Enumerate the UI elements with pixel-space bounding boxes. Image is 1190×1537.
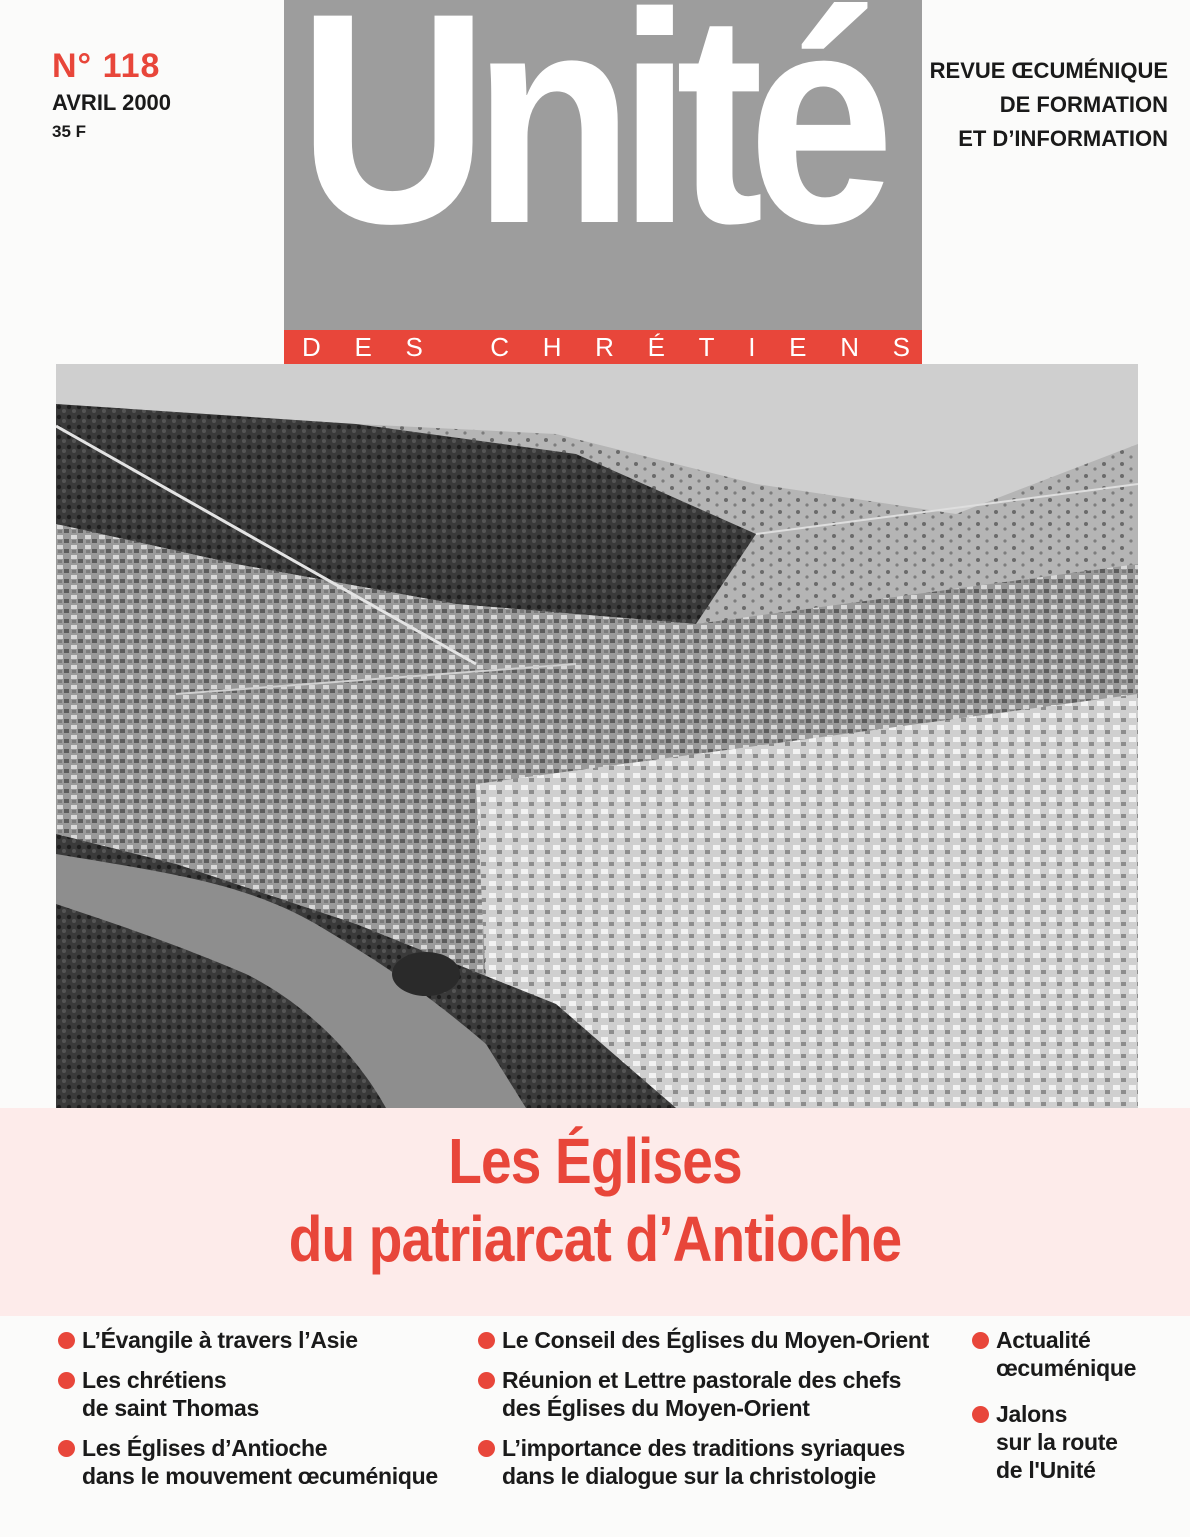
cover-headline (0, 1122, 1190, 1278)
contents-item: Les Églises d’Antioche dans le mouvement œcuménique (56, 1434, 476, 1490)
subtitle-letter: S (405, 332, 423, 362)
subtitle-letter: S (892, 332, 910, 362)
contents-column-3 (970, 1326, 1170, 1502)
bullet-icon (478, 1332, 495, 1349)
bullet-icon (972, 1406, 989, 1423)
tagline-line: DE FORMATION (999, 92, 1168, 117)
subtitle-letter: E (789, 332, 807, 362)
contents-column-2 (476, 1326, 956, 1502)
headline-line-1: Les Églises (448, 1125, 742, 1197)
aerial-city-photo-icon (56, 364, 1138, 1108)
contents-item: L’Évangile à travers l’Asie (56, 1326, 476, 1354)
subtitle-letter: E (354, 332, 372, 362)
contents-column-1 (56, 1326, 476, 1502)
issue-info (52, 46, 171, 144)
bullet-icon (58, 1372, 75, 1389)
issue-price: 35 F (52, 122, 87, 141)
bullet-icon (58, 1332, 75, 1349)
subtitle-letter: N (840, 332, 859, 362)
cover-photo (56, 364, 1138, 1108)
masthead-title: Unité (298, 0, 879, 286)
issue-date: AVRIL 2000 (52, 90, 172, 115)
subtitle-letter: I (748, 332, 756, 362)
issue-number: N° 118 (52, 47, 161, 85)
contents-item: Jalons sur la route de l'Unité (970, 1400, 1170, 1484)
contents-item: Les chrétiens de saint Thomas (56, 1366, 476, 1422)
bullet-icon (478, 1372, 495, 1389)
bullet-icon (478, 1440, 495, 1457)
contents-item: L’importance des traditions syriaques dans le dialogue sur la christologie (476, 1434, 956, 1490)
subtitle-letter: R (595, 332, 614, 362)
contents-item: Réunion et Lettre pastorale des chefs des Églises du Moyen-Orient (476, 1366, 956, 1422)
masthead-subtitle (284, 330, 922, 364)
headline-line-2: du patriarcat d’Antioche (288, 1203, 902, 1275)
subtitle-letter: D (302, 332, 321, 362)
tagline-line: ET D’INFORMATION (958, 126, 1168, 151)
subtitle-letter: É (647, 332, 665, 362)
subtitle-letter: H (542, 332, 562, 362)
tagline-line: REVUE ŒCUMÉNIQUE (929, 58, 1168, 83)
bullet-icon (972, 1332, 989, 1349)
contents-item: Actualité œcuménique (970, 1326, 1170, 1382)
contents-item: Le Conseil des Églises du Moyen-Orient (476, 1326, 956, 1354)
masthead (284, 0, 922, 330)
subtitle-letter: T (698, 332, 715, 362)
tagline (930, 54, 1168, 156)
subtitle-letter: C (490, 332, 509, 362)
bullet-icon (58, 1440, 75, 1457)
